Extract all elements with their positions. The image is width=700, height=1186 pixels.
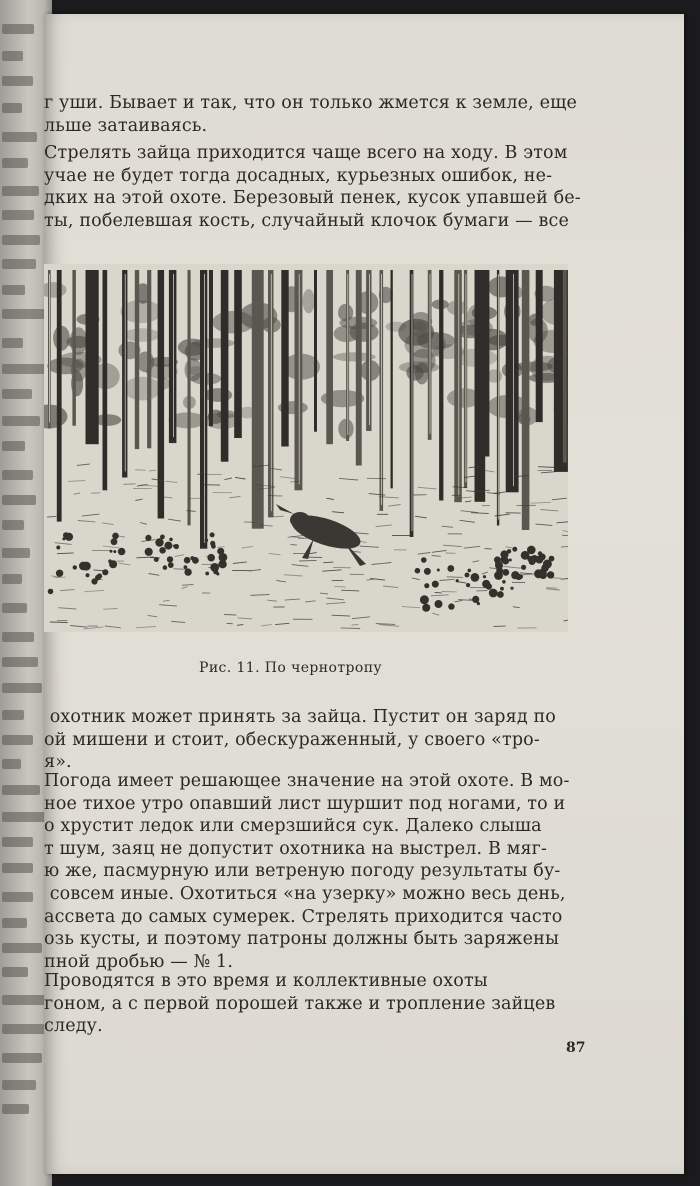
prev-page-text-line (2, 51, 23, 61)
ground-hatch (123, 484, 135, 485)
prev-page-text-line (2, 1024, 47, 1034)
bush-shade (210, 563, 219, 572)
bush-shade (471, 573, 480, 582)
bush-shade (207, 554, 215, 562)
ground-hatch (182, 585, 193, 586)
foliage-shade (124, 328, 160, 342)
foliage-shade (212, 311, 255, 334)
bush-shade (97, 573, 102, 578)
tree-trunk (252, 270, 264, 529)
tree-trunk (72, 270, 76, 426)
bush-shade (118, 548, 126, 556)
ground-hatch (484, 549, 491, 550)
bush-shade (500, 587, 504, 591)
tree-trunk (57, 270, 62, 522)
prev-page-text-line (2, 441, 25, 451)
bush-shade (173, 545, 176, 548)
bush-shade (509, 559, 512, 562)
bush-shade (483, 575, 486, 578)
prev-page-text-line (2, 103, 22, 113)
tree-trunk (410, 270, 414, 537)
bush-shade (420, 595, 429, 604)
bush-shade (190, 556, 194, 560)
bush-shade (154, 557, 159, 562)
page-number: 87 (566, 1040, 586, 1056)
bush-shade (496, 560, 501, 565)
bush-shade (496, 567, 503, 574)
paragraph: охотник может принять за зайца. Пустит он заряд по ой мишени и стоит, обескураженный, у своего «тро- я». (44, 707, 556, 773)
tree-trunk (188, 270, 191, 525)
bush-shade (415, 568, 421, 574)
bush-shade (65, 533, 73, 541)
tree-trunk (563, 270, 567, 463)
foliage-shade (338, 419, 353, 439)
figure-caption: Рис. 11. По чернотропу (199, 660, 383, 676)
bush-shade (493, 592, 497, 596)
bush-shade (527, 546, 536, 555)
foliage-shade (192, 338, 234, 348)
prev-page-text-line (2, 495, 36, 505)
bush-shade (466, 583, 470, 587)
bush-shade (448, 603, 454, 609)
prev-page-text-line (2, 1080, 36, 1090)
bush-shade (432, 581, 439, 588)
prev-page-text-line (2, 1104, 29, 1114)
prev-page-text-line (2, 657, 38, 667)
ground-hatch (50, 622, 68, 623)
tree-trunk (268, 270, 274, 517)
paragraph: Стрелять зайца приходится чаще всего на ходу. В этом учае не будет тогда досадных, курьезных ошибок, не- дких на этой охоте. Березовый пенек, кусок упавшей бе- ты, побелевшая кость, случайный клочок бумаги — все (44, 143, 581, 231)
prev-page-text-line (2, 574, 22, 584)
bush-shade (502, 569, 509, 576)
tree-trunk (169, 270, 177, 443)
ground-hatch (323, 562, 333, 563)
prev-page-text-line (2, 603, 27, 613)
bush-shade (184, 568, 191, 575)
tree-trunk (281, 270, 288, 447)
bush-shade (549, 556, 555, 562)
prev-page-text-line (2, 759, 21, 769)
prev-page-text-line (2, 892, 33, 902)
paragraph: Погода имеет решающее значение на этой охоте. В мо- ное тихое утро опавший лист шуршит под ногами, то и о хрустит ледок или смерзшийся сук. Далеко слыша т шум, заяц не допустит охотника на выстрел. В мяг- ю же, пасмурную или ветреную погоду результаты бу- совсем иные. Охотиться «на узерку» можно весь день, ассвета до самых сумерек. Стрелять приходится часто озь кусты, и поэтому патроны должны быть заряжены пной дробью — № 1. (44, 771, 570, 972)
bush-shade (472, 596, 479, 603)
foliage-shade (124, 377, 161, 401)
bush-shade (109, 560, 117, 568)
bush-shade (547, 571, 554, 578)
bush-shade (424, 568, 431, 575)
bush-shade (56, 546, 60, 550)
bush-shade (531, 558, 536, 563)
ground-hatch (435, 592, 442, 593)
bush-shade (512, 547, 517, 552)
bush-shade (502, 558, 509, 565)
bush-shade (216, 572, 219, 575)
prev-page-text-line (2, 259, 36, 269)
bush-shade (502, 580, 506, 584)
prev-page-text-line (2, 235, 40, 245)
ground-hatch (186, 511, 195, 512)
tree-trunk (86, 270, 99, 444)
bush-shade (422, 604, 430, 612)
prev-page-text-line (2, 416, 40, 426)
tree-trunk (522, 270, 530, 530)
bush-shade (465, 573, 470, 578)
prev-page-text-line (2, 710, 24, 720)
prev-page-text-line (2, 918, 27, 928)
prev-page-text-line (2, 1053, 42, 1063)
prev-page-text-line (2, 470, 33, 480)
ground-hatch (299, 560, 317, 561)
tree-trunk (314, 270, 317, 432)
bush-shade (538, 551, 542, 555)
prev-page-text-line (2, 735, 33, 745)
bush-shade (219, 553, 228, 562)
prev-page-text-line (2, 632, 34, 642)
bush-shade (205, 572, 209, 576)
prev-page-text-line (2, 364, 48, 374)
bush-shade (145, 535, 151, 541)
bush-shade (521, 565, 526, 570)
bush-shade (163, 565, 168, 570)
bush-shade (164, 542, 172, 550)
prev-page-text-line (2, 967, 28, 977)
bush-shade (539, 569, 547, 577)
bush-shade (112, 533, 119, 540)
tree-trunk (366, 270, 371, 431)
tree-trunk (135, 270, 139, 449)
tree-trunk (209, 270, 213, 426)
bush-shade (48, 589, 54, 595)
bush-shade (56, 570, 63, 577)
prev-page-text-line (2, 520, 24, 530)
paragraph: г уши. Бывает и так, что он только жмется к земле, еще льше затаиваясь. (44, 93, 578, 136)
bush-shade (437, 569, 440, 572)
prev-page-text-line (2, 210, 34, 220)
prev-page-text-line (2, 186, 39, 196)
bush-shade (113, 550, 116, 553)
bush-shade (102, 569, 108, 575)
bush-shade (500, 550, 508, 558)
bush-shade (210, 532, 215, 537)
prev-page-text-line (2, 24, 34, 34)
prev-page-text-line (2, 285, 25, 295)
tree-trunk (356, 270, 362, 466)
bush-shade (184, 557, 191, 564)
tree-trunk (295, 270, 303, 490)
bush-shade (184, 565, 188, 569)
bush-shade (210, 541, 215, 546)
tree-trunk (158, 270, 165, 519)
bush-shade (497, 591, 504, 598)
tree-trunk (234, 270, 242, 438)
tree-trunk (326, 270, 333, 444)
ground-hatch (341, 628, 361, 629)
bush-shade (168, 562, 174, 568)
bush-shade (486, 583, 492, 589)
book-page (44, 14, 684, 1174)
prev-page-text-line (2, 943, 42, 953)
tree-trunk (200, 270, 207, 549)
tree-trunk (147, 270, 151, 448)
tree-trunk (221, 270, 229, 462)
bush-shade (447, 565, 454, 572)
prev-page-text-line (2, 863, 33, 873)
bush-shade (110, 550, 113, 553)
ground-hatch (447, 577, 463, 578)
prev-page-text-line (2, 389, 32, 399)
bush-shade (511, 571, 519, 579)
prev-page-text-line (2, 309, 48, 319)
foliage-shade (303, 289, 315, 313)
prev-page-text-line (2, 548, 30, 558)
prev-page-text-line (2, 158, 28, 168)
ground-hatch (54, 577, 65, 578)
ground-hatch (561, 546, 568, 547)
tree-trunk (391, 270, 393, 488)
bush-shade (468, 569, 472, 573)
bush-shade (167, 556, 173, 562)
prev-page-text-line (2, 132, 37, 142)
prev-page-text-line (2, 812, 48, 822)
paragraph: Проводятся в это время и коллективные охоты гоном, а с первой порошей также и тропление зайцев следу. (44, 971, 556, 1037)
ground-hatch (351, 625, 358, 626)
tree-trunk (506, 270, 519, 492)
forest-illustration (44, 264, 568, 632)
bush-shade (159, 547, 166, 554)
bush-shade (169, 538, 173, 542)
bush-shade (456, 579, 459, 582)
tree-trunk (536, 270, 543, 422)
bush-shade (421, 557, 427, 563)
prev-page-text-line (2, 785, 40, 795)
bush-shade (535, 556, 543, 564)
foliage-shade (185, 358, 202, 381)
bush-shade (155, 538, 163, 546)
bush-shade (424, 583, 429, 588)
ground-hatch (268, 496, 282, 497)
bush-shade (73, 565, 77, 569)
bush-shade (91, 578, 97, 584)
prev-page-text-line (2, 995, 45, 1005)
bush-shade (145, 548, 153, 556)
prev-page-text-line (2, 683, 42, 693)
ground-hatch (227, 623, 233, 624)
tree-trunk (103, 270, 108, 490)
tree-trunk (454, 270, 462, 502)
tree-trunk (485, 270, 490, 457)
prev-page-text-line (2, 837, 33, 847)
foliage-shade (399, 361, 439, 373)
foliage-shade (386, 322, 407, 332)
bush-shade (205, 538, 209, 542)
tree-trunk (439, 270, 443, 501)
prev-page-text-line (2, 76, 33, 86)
prev-page-text-line (2, 338, 23, 348)
bush-shade (510, 587, 513, 590)
bush-shade (111, 538, 118, 545)
bush-shade (435, 600, 443, 608)
bush-shade (82, 562, 91, 571)
bush-shade (86, 573, 90, 577)
tree-trunk (122, 270, 127, 478)
